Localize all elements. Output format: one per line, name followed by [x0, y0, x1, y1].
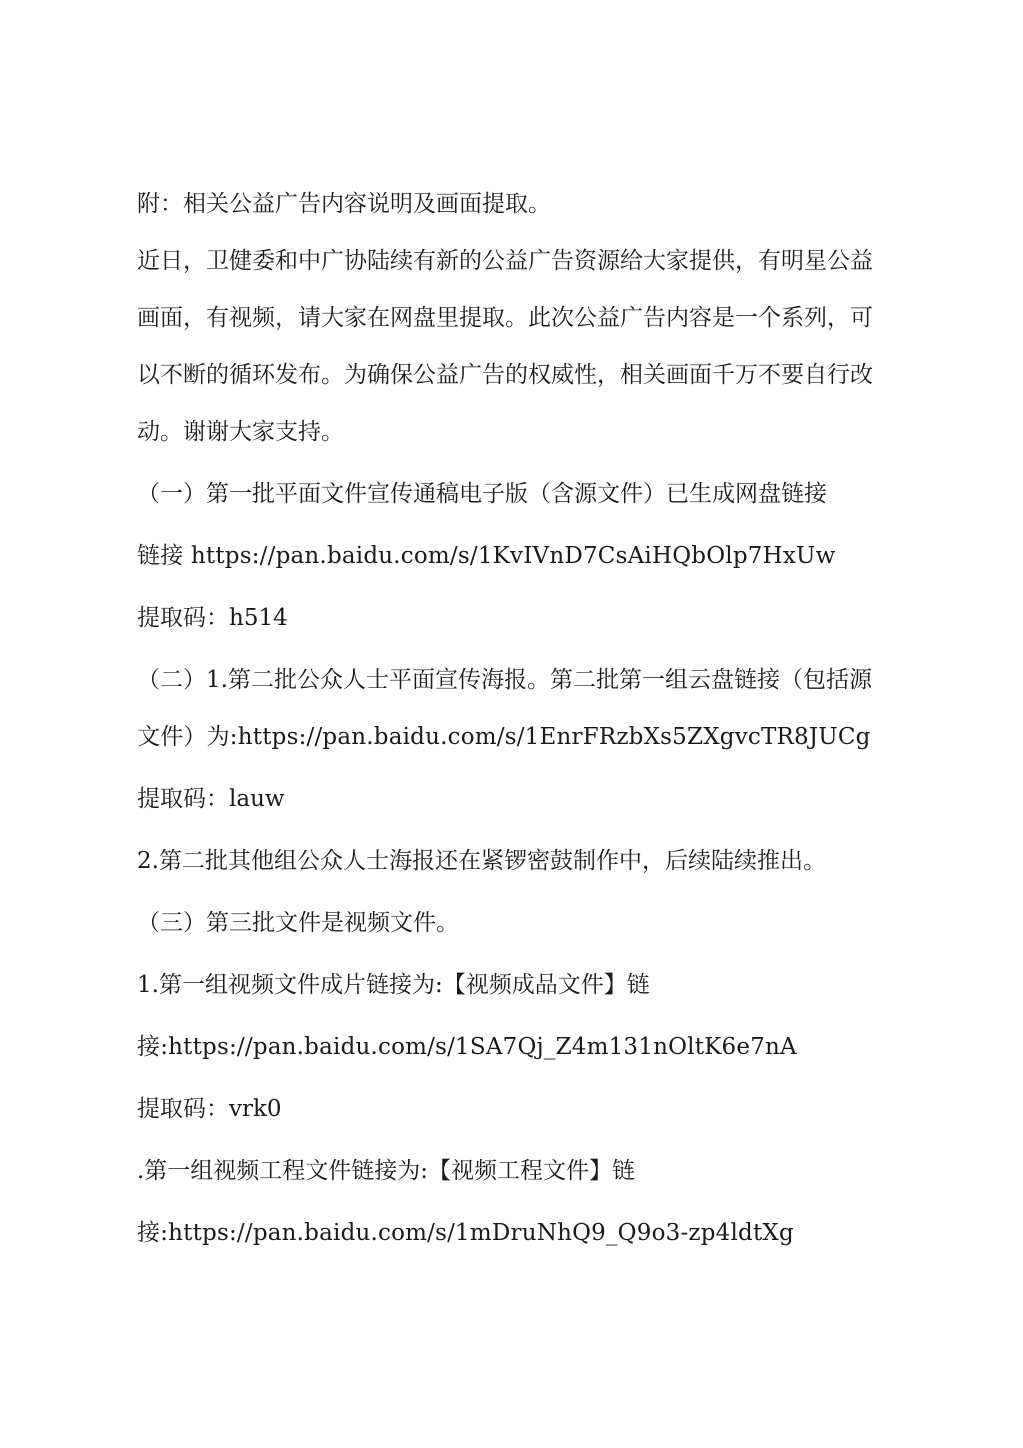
section-2-link: 文件）为:https://pan.baidu.com/s/1EnrFRzbXs5ZXgvcTR8JUCg [137, 724, 871, 750]
intro-paragraph-line-1: 近日，卫健委和中广协陆续有新的公益广告资源给大家提供，有明星公益 [137, 248, 873, 274]
section-2-code: 提取码：lauw [137, 786, 285, 812]
section-3-heading: （三）第三批文件是视频文件。 [137, 910, 459, 936]
video-project-label: .第一组视频工程文件链接为:【视频工程文件】链 [137, 1158, 636, 1184]
intro-paragraph-line-3: 以不断的循环发布。为确保公益广告的权威性，相关画面千万不要自行改 [137, 362, 873, 388]
section-1-code: 提取码：h514 [137, 605, 288, 631]
intro-paragraph-line-4: 动。谢谢大家支持。 [137, 419, 344, 445]
video-final-label: 1.第一组视频文件成片链接为:【视频成品文件】链 [137, 972, 650, 998]
attachment-heading: 附：相关公益广告内容说明及画面提取。 [137, 191, 551, 217]
section-1-link: 链接 https://pan.baidu.com/s/1KvIVnD7CsAiHQbOlp7HxUw [137, 543, 836, 569]
section-2-heading-line-1: （二）1.第二批公众人士平面宣传海报。第二批第一组云盘链接（包括源 [137, 667, 872, 693]
section-2-note: 2.第二批其他组公众人士海报还在紧锣密鼓制作中，后续陆续推出。 [137, 848, 826, 874]
intro-paragraph-line-2: 画面，有视频，请大家在网盘里提取。此次公益广告内容是一个系列，可 [137, 305, 873, 331]
video-final-code: 提取码：vrk0 [137, 1096, 282, 1122]
document-body [137, 186, 907, 1251]
video-project-link: 接:https://pan.baidu.com/s/1mDruNhQ9_Q9o3-zp4ldtXg [137, 1220, 794, 1246]
video-final-link: 接:https://pan.baidu.com/s/1SA7Qj_Z4m131nOltK6e7nA [137, 1034, 797, 1060]
section-1-heading: （一）第一批平面文件宣传通稿电子版（含源文件）已生成网盘链接 [137, 481, 827, 507]
